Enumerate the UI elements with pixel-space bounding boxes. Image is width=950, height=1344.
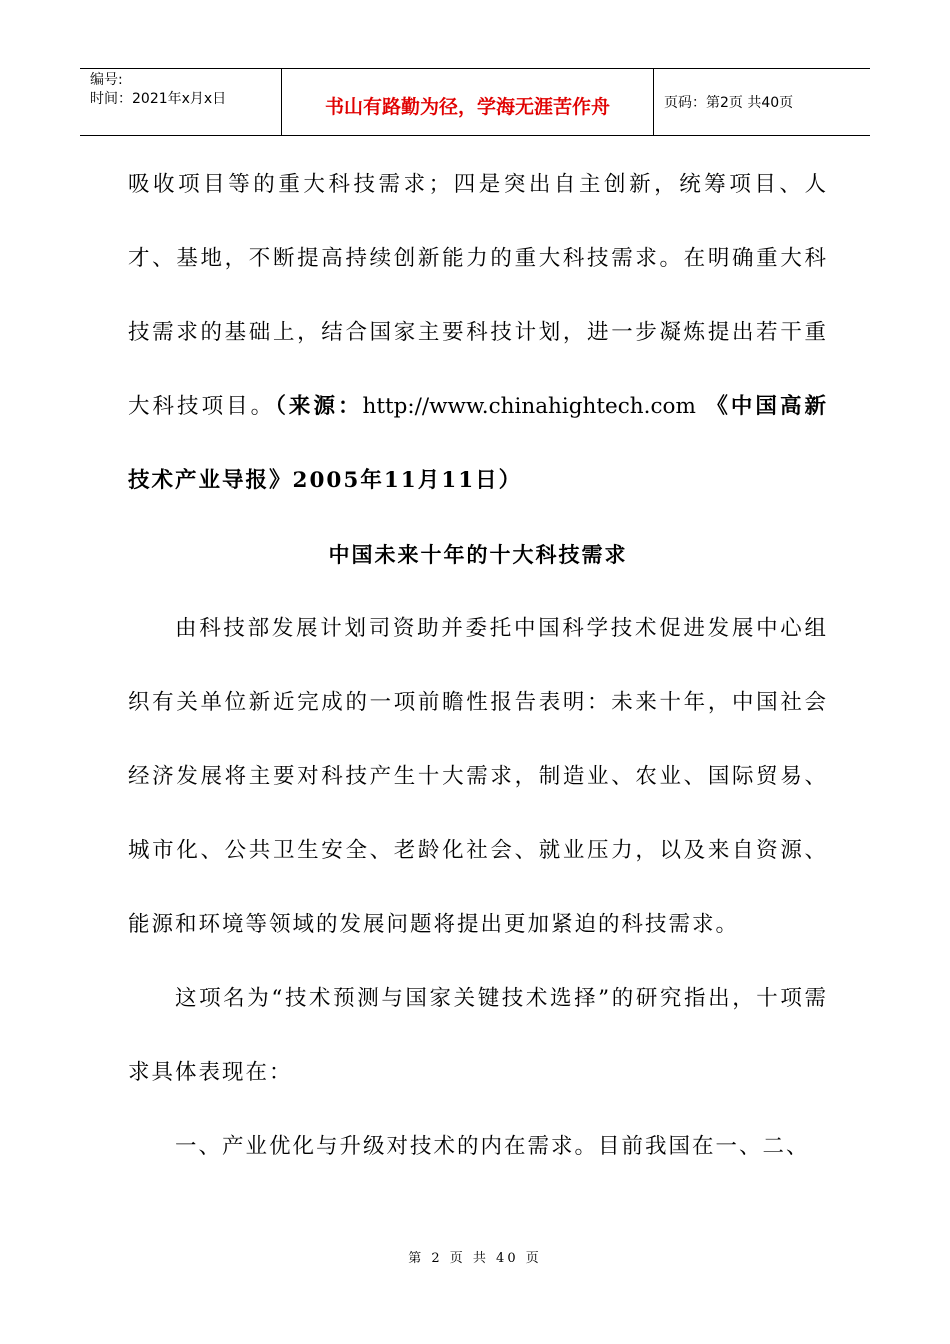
header-page-cell xyxy=(654,69,870,135)
paragraph-1-text: 吸收项目等的重大科技需求；四是突出自主创新，统筹项目、人才、基地，不断提高持续创新能力的重大科技需求。在明确重大科技需求的基础上，结合国家主要科技计划，进一步凝炼提出若干重大科技项目。 xyxy=(128,172,828,419)
document-body xyxy=(128,148,828,1184)
source-suffix: 《中国高新技术产业导报》2005年11月11日） xyxy=(128,394,828,493)
source-prefix: （来源： xyxy=(275,394,363,419)
paragraph-4: 一、产业优化与升级对技术的内在需求。目前我国在一、二、 xyxy=(175,1134,810,1159)
document-number-label: 编号: xyxy=(90,72,123,88)
paragraph-3: 这项名为“技术预测与国家关键技术选择”的研究指出，十项需求具体表现在： xyxy=(128,986,828,1085)
header-motto-cell xyxy=(282,69,654,135)
page-header xyxy=(80,68,870,136)
header-page-number: 页码：第2页 共40页 xyxy=(664,95,794,111)
source-url: http://www.chinahightech.com xyxy=(362,394,696,419)
header-motto: 书山有路勤为径，学海无涯苦作舟 xyxy=(324,95,610,118)
paragraph-1 xyxy=(128,148,828,518)
section-title: 中国未来十年的十大科技需求 xyxy=(328,543,628,567)
header-meta-cell xyxy=(80,69,282,135)
paragraph-2: 由科技部发展计划司资助并委托中国科学技术促进发展中心组织有关单位新近完成的一项前瞻性报告表明：未来十年，中国社会经济发展将主要对科技产生十大需求，制造业、农业、国际贸易、城市化、公共卫生安全、老龄化社会、就业压力，以及来自资源、能源和环境等领域的发展问题将提出更加紧迫的科技需求。 xyxy=(128,616,828,937)
page-footer: 第 2 页 共 40 页 xyxy=(408,1251,542,1266)
document-time-label: 时间：2021年x月x日 xyxy=(90,91,227,107)
